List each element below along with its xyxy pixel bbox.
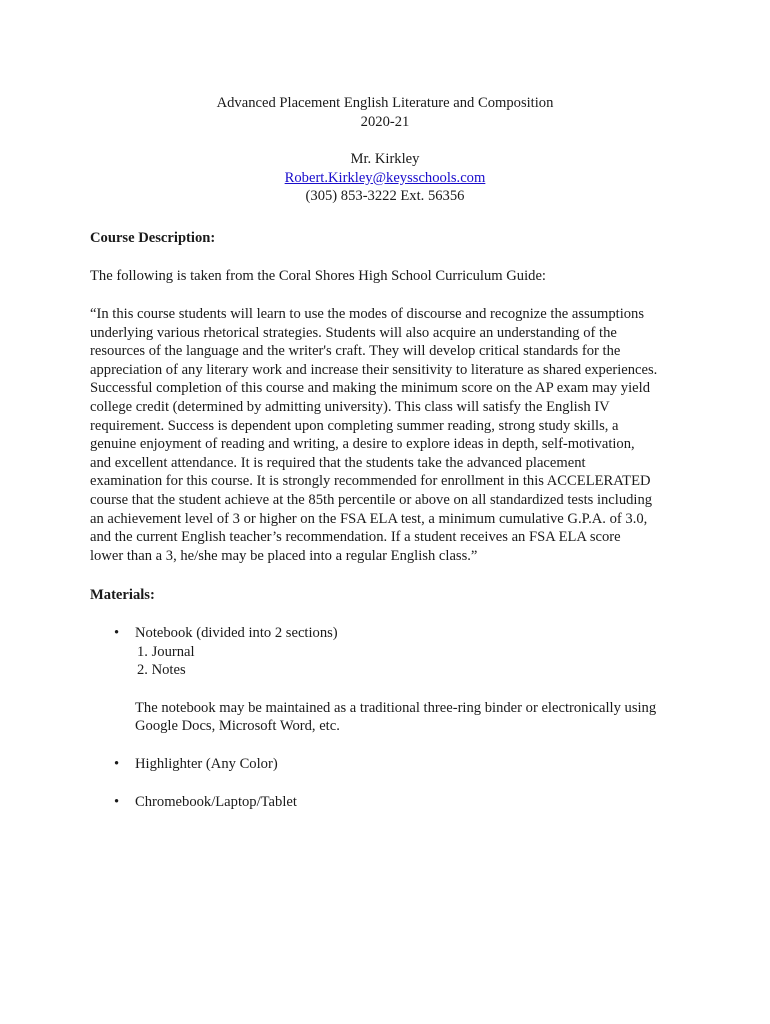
material-label: Highlighter (Any Color) — [135, 755, 278, 772]
course-title: Advanced Placement English Literature and Composition — [216, 95, 554, 111]
quote-line: Successful completion of this course and making the minimum score on the AP exam may yield — [90, 380, 650, 397]
notebook-sections-list — [135, 643, 690, 680]
quote-line: an achievement level of 3 or higher on the FSA ELA test, a minimum cumulative G.P.A. of 3.0, — [90, 510, 648, 527]
sub-list-item: 2. Notes — [137, 662, 186, 679]
quote-line: requirement. Success is dependent upon completing summer reading, strong study skills, a — [90, 417, 619, 434]
materials-list — [90, 624, 690, 811]
quote-line: and excellent attendance. It is required that the students take the advanced placement — [90, 454, 586, 471]
list-item — [90, 793, 690, 812]
note-line: The notebook may be maintained as a traditional three-ring binder or electronically using — [135, 699, 657, 716]
teacher-name: Mr. Kirkley — [350, 151, 420, 168]
school-year: 2020-21 — [360, 113, 410, 130]
quote-line: appreciation of any literary work and increase their sensitivity to literature as shared experiences. — [90, 361, 658, 378]
sub-list-item: 1. Journal — [137, 643, 195, 660]
bullet-icon: • — [114, 793, 120, 810]
header-spacer — [0, 131, 770, 150]
course-description-intro: The following is taken from the Coral Shores High School Curriculum Guide: — [90, 268, 546, 284]
bullet-icon: • — [114, 625, 120, 641]
quote-line: examination for this course. It is strongly recommended for enrollment in this ACCELERATED — [90, 473, 651, 490]
quote-line: lower than a 3, he/she may be placed into a regular English class.” — [90, 547, 478, 564]
list-item — [90, 624, 690, 755]
item-spacer — [135, 736, 690, 755]
quote-line: resources of the language and the writer's craft. They will develop critical standards for the — [90, 343, 621, 360]
quote-line: and the current English teacher’s recommendation. If a student receives an FSA ELA score — [90, 529, 621, 546]
course-description-heading: Course Description: — [90, 230, 216, 246]
quote-line: underlying various rhetorical strategies. Students will also acquire an understanding of the — [90, 324, 617, 341]
note-line: Google Docs, Microsoft Word, etc. — [135, 718, 340, 735]
notebook-note — [135, 699, 690, 736]
list-item — [90, 755, 690, 793]
quote-line: course that the student achieve at the 85th percentile or above on all standardized tests including — [90, 491, 653, 508]
bullet-icon: • — [114, 755, 120, 772]
material-label: Chromebook/Laptop/Tablet — [135, 793, 297, 810]
course-description-quote — [90, 305, 690, 565]
quote-line: college credit (determined by admitting university). This class will satisfy the English IV — [90, 398, 610, 415]
materials-heading: Materials: — [90, 587, 155, 603]
document-header — [0, 94, 770, 206]
teacher-phone: (305) 853-3222 Ext. 56356 — [305, 188, 465, 205]
quote-line: genuine enjoyment of reading and writing, a desire to explore ideas in depth, self-motivation, — [90, 436, 635, 453]
material-label: Notebook (divided into 2 sections) — [135, 625, 338, 641]
teacher-email-link[interactable]: Robert.Kirkley@keysschools.com — [284, 169, 486, 186]
item-spacer — [135, 774, 690, 793]
quote-line: “In this course students will learn to use the modes of discourse and recognize the assumptions — [90, 306, 645, 322]
